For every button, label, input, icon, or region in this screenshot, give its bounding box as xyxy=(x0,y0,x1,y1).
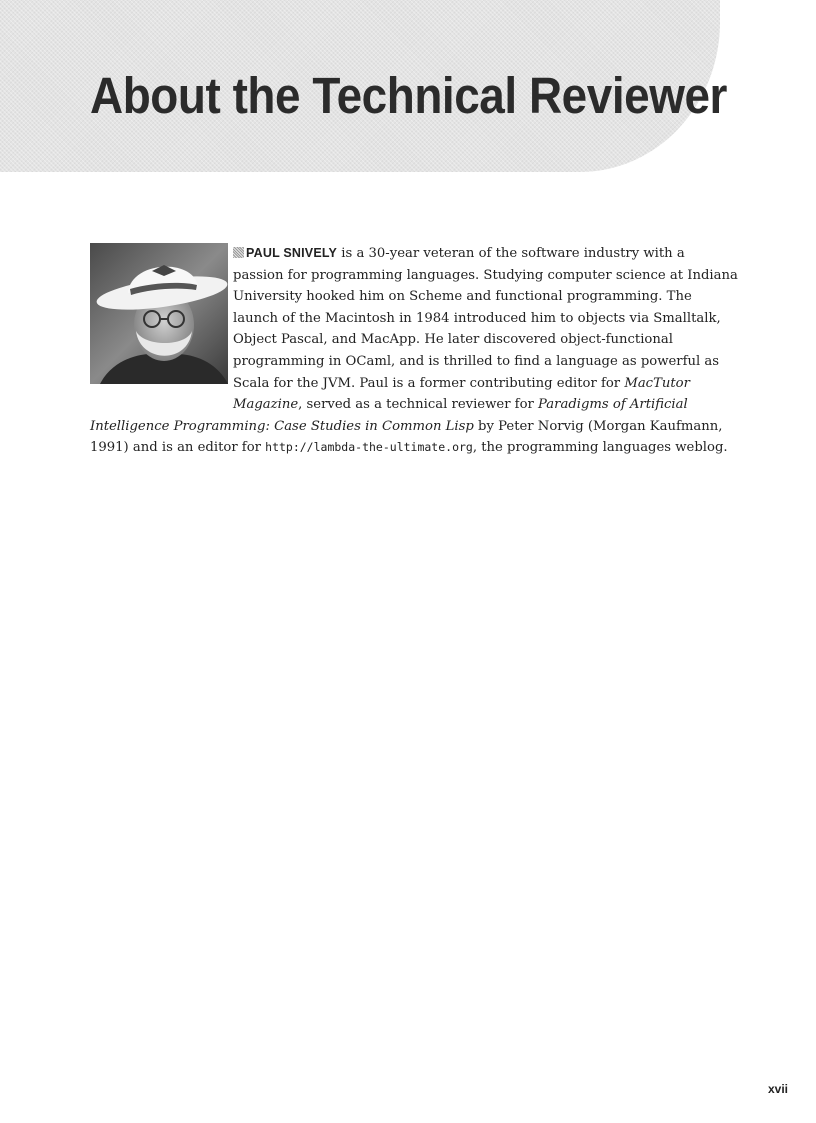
bio-text: is a 30-year veteran of the software industry with a passion for programming languages. Studying computer science at Indiana University hooked him on Scheme and functional programming. The launch of the Macintosh in 1984 introduced him to objects via Smalltalk, Object Pascal, and MacApp. He later discovered object-functional programming in OCaml, and is thrilled to find a language as powerful as Scala for the JVM. Paul is a former contributing editor for xyxy=(233,246,738,391)
photo-text-wrap-spacer xyxy=(90,243,233,405)
bio-text: by Peter Norvig (Morgan Kaufmann, 1991) and is an editor for xyxy=(90,418,723,456)
bio-text: , served as a technical reviewer for xyxy=(298,397,539,413)
chapter-header-band xyxy=(0,0,727,172)
website-url: http://lambda-the-ultimate.org xyxy=(265,440,473,455)
reviewer-name: PAUL SNIVELY xyxy=(246,246,338,260)
magazine-title: MacTutor Magazine xyxy=(233,375,690,413)
bio-text: , the programming languages weblog. xyxy=(472,440,728,456)
page-number: xvii xyxy=(767,1082,788,1096)
bullet-marker-icon xyxy=(233,247,244,258)
book-title: Paradigms of Artificial Intelligence Programming: Case Studies in Common Lisp xyxy=(90,397,688,434)
page-title: About the Technical Reviewer xyxy=(90,67,727,124)
reviewer-bio xyxy=(90,243,738,459)
